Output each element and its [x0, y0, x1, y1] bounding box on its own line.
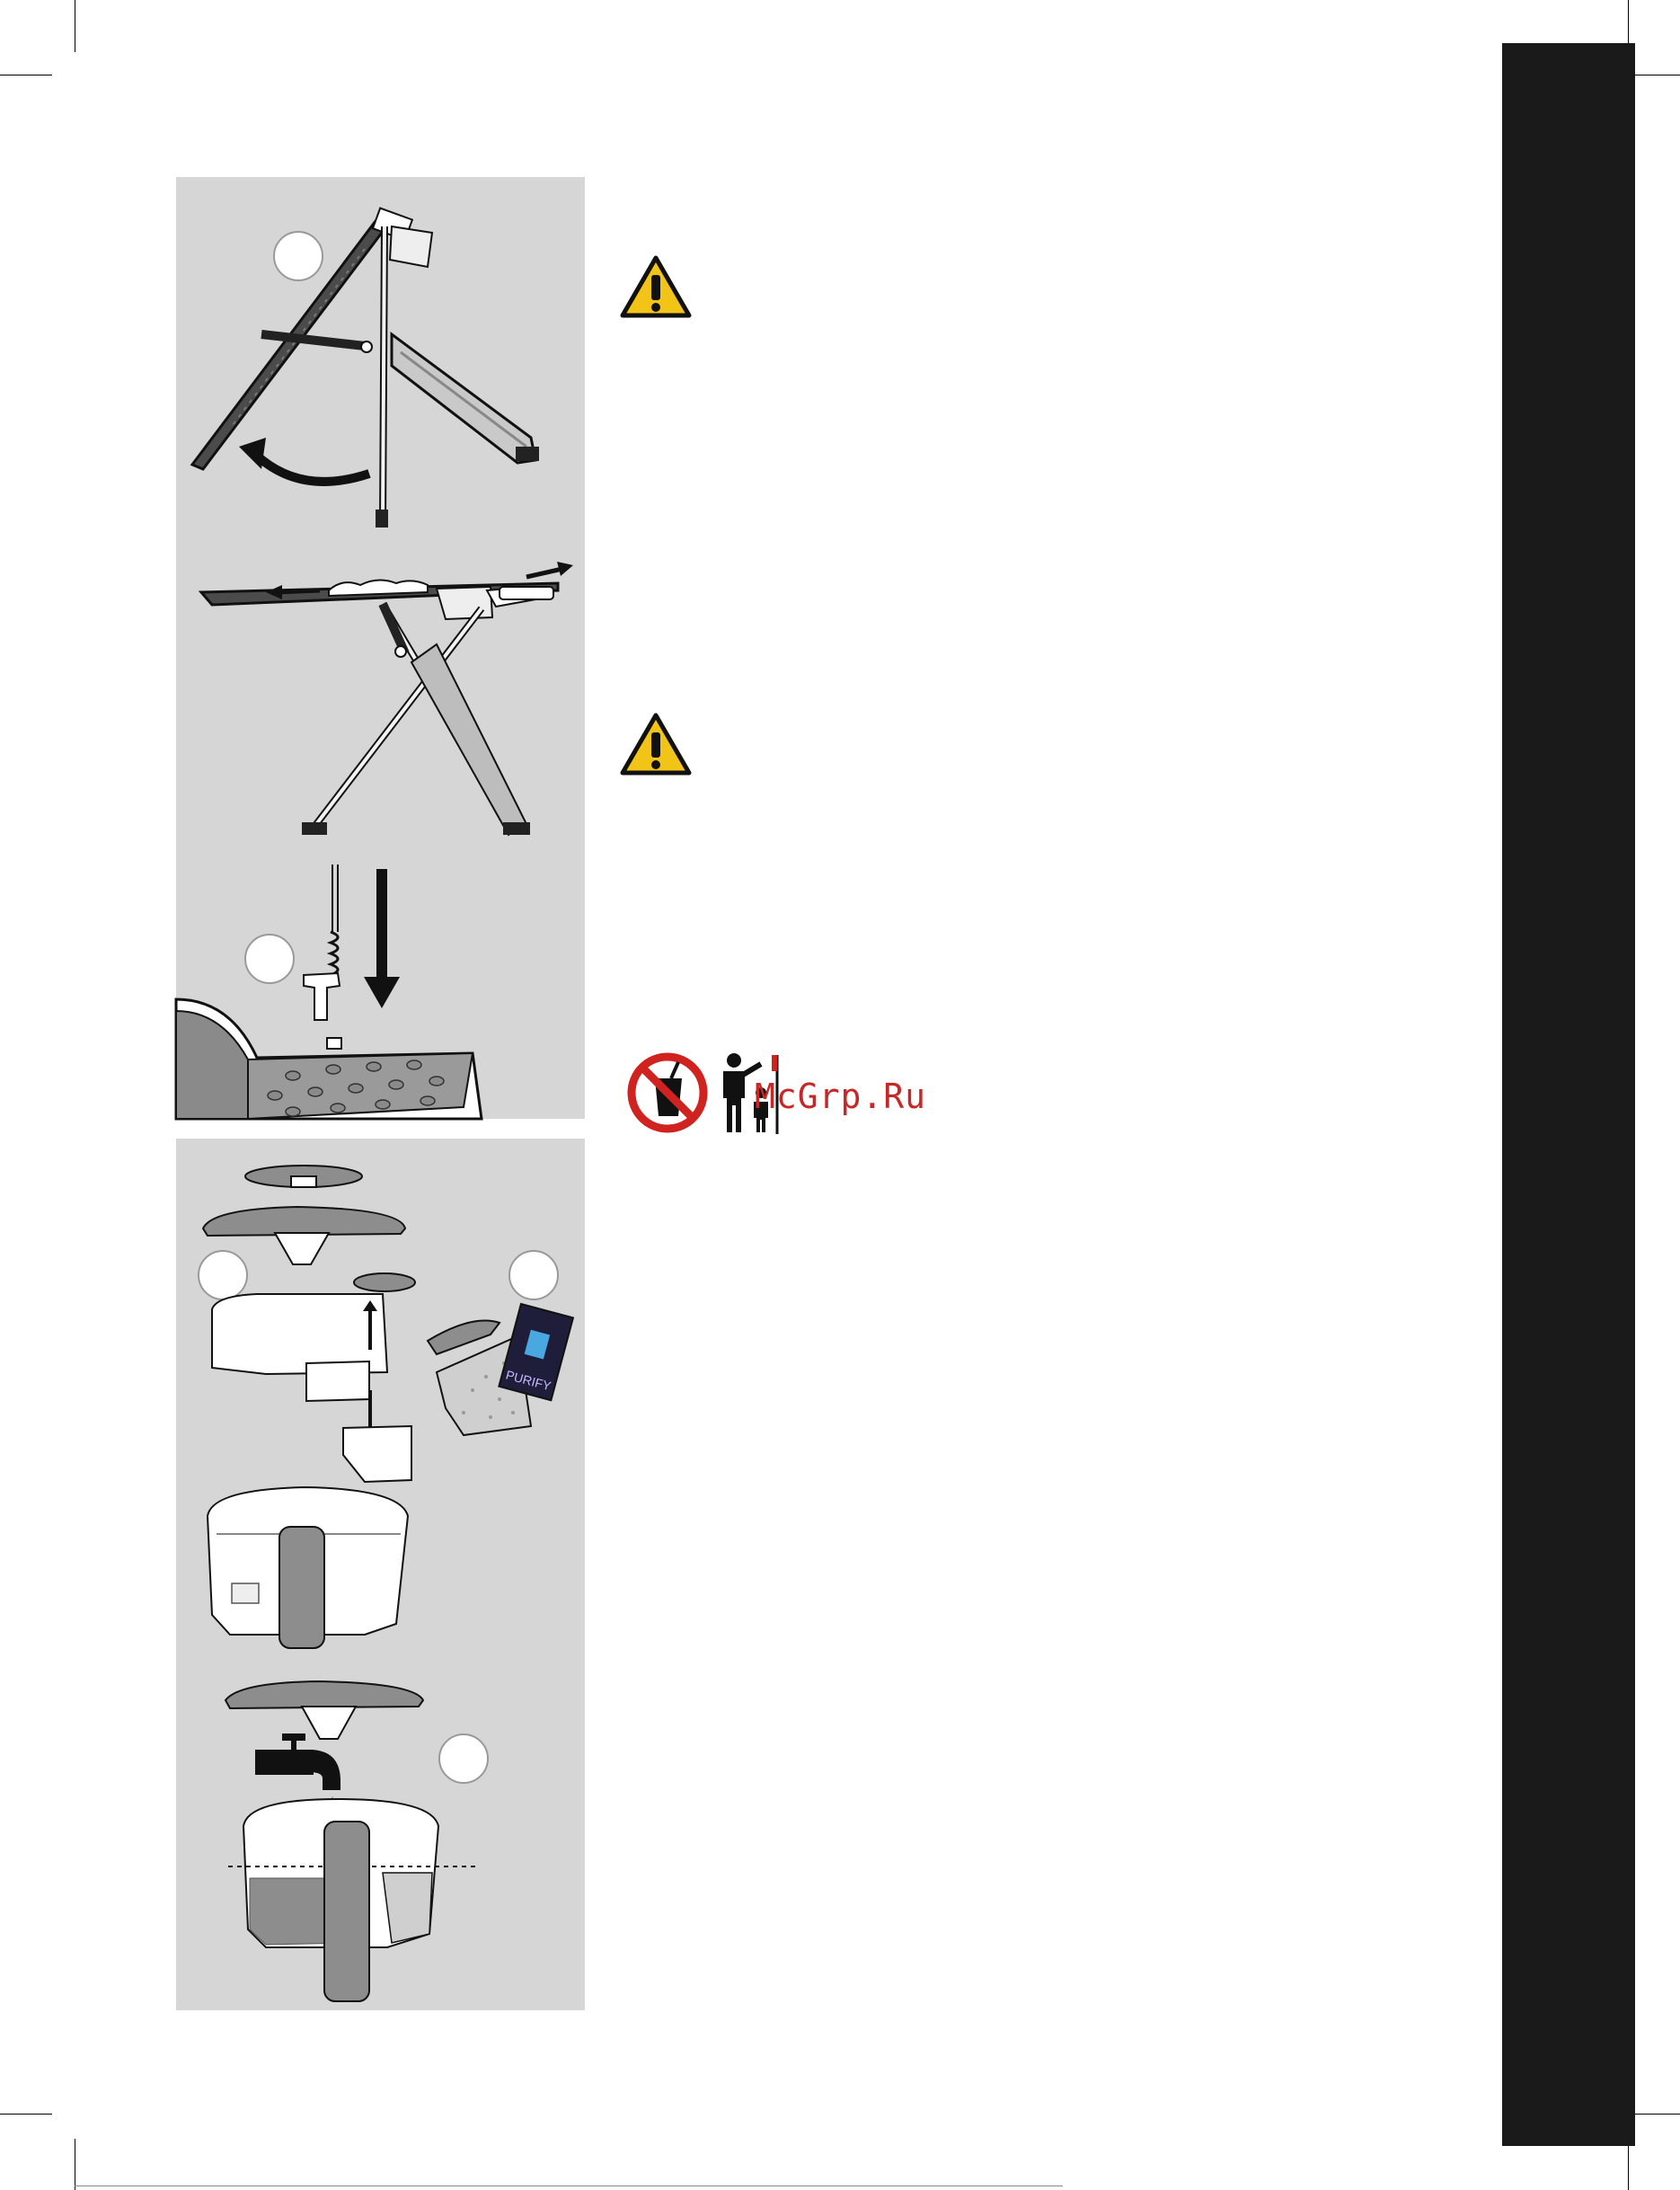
illustration-panel-water-tank: [176, 1139, 585, 2010]
step-badge: [439, 1734, 488, 1783]
purify-label: PURIFY: [504, 1367, 553, 1394]
tank-filled-illustration: [176, 1799, 585, 2006]
ironing-board-illustrations: [176, 177, 585, 1119]
filter-cartridge: [343, 1426, 411, 1482]
side-tab: [1502, 43, 1635, 2146]
crop-mark-br-v: [1628, 2139, 1629, 2190]
tank-column: [279, 1527, 324, 1648]
step-badge: [509, 1251, 558, 1299]
warning-triangle-icon: [620, 713, 692, 776]
illustration-panel-unfolding: [176, 177, 585, 1119]
rotate-arrow: [257, 456, 369, 482]
support-arm: [261, 334, 365, 346]
crop-mark-bl-h: [0, 2114, 52, 2115]
crop-mark-br-h: [1628, 2114, 1680, 2115]
step-badge: [245, 935, 294, 983]
no-drinking-icon: [626, 1051, 709, 1134]
cord-hook: [332, 864, 338, 932]
step-badge: [199, 1251, 247, 1299]
watermark: McGrp.Ru: [755, 1077, 927, 1116]
step-badge: [274, 232, 323, 280]
warning-triangle-icon: [620, 255, 692, 318]
